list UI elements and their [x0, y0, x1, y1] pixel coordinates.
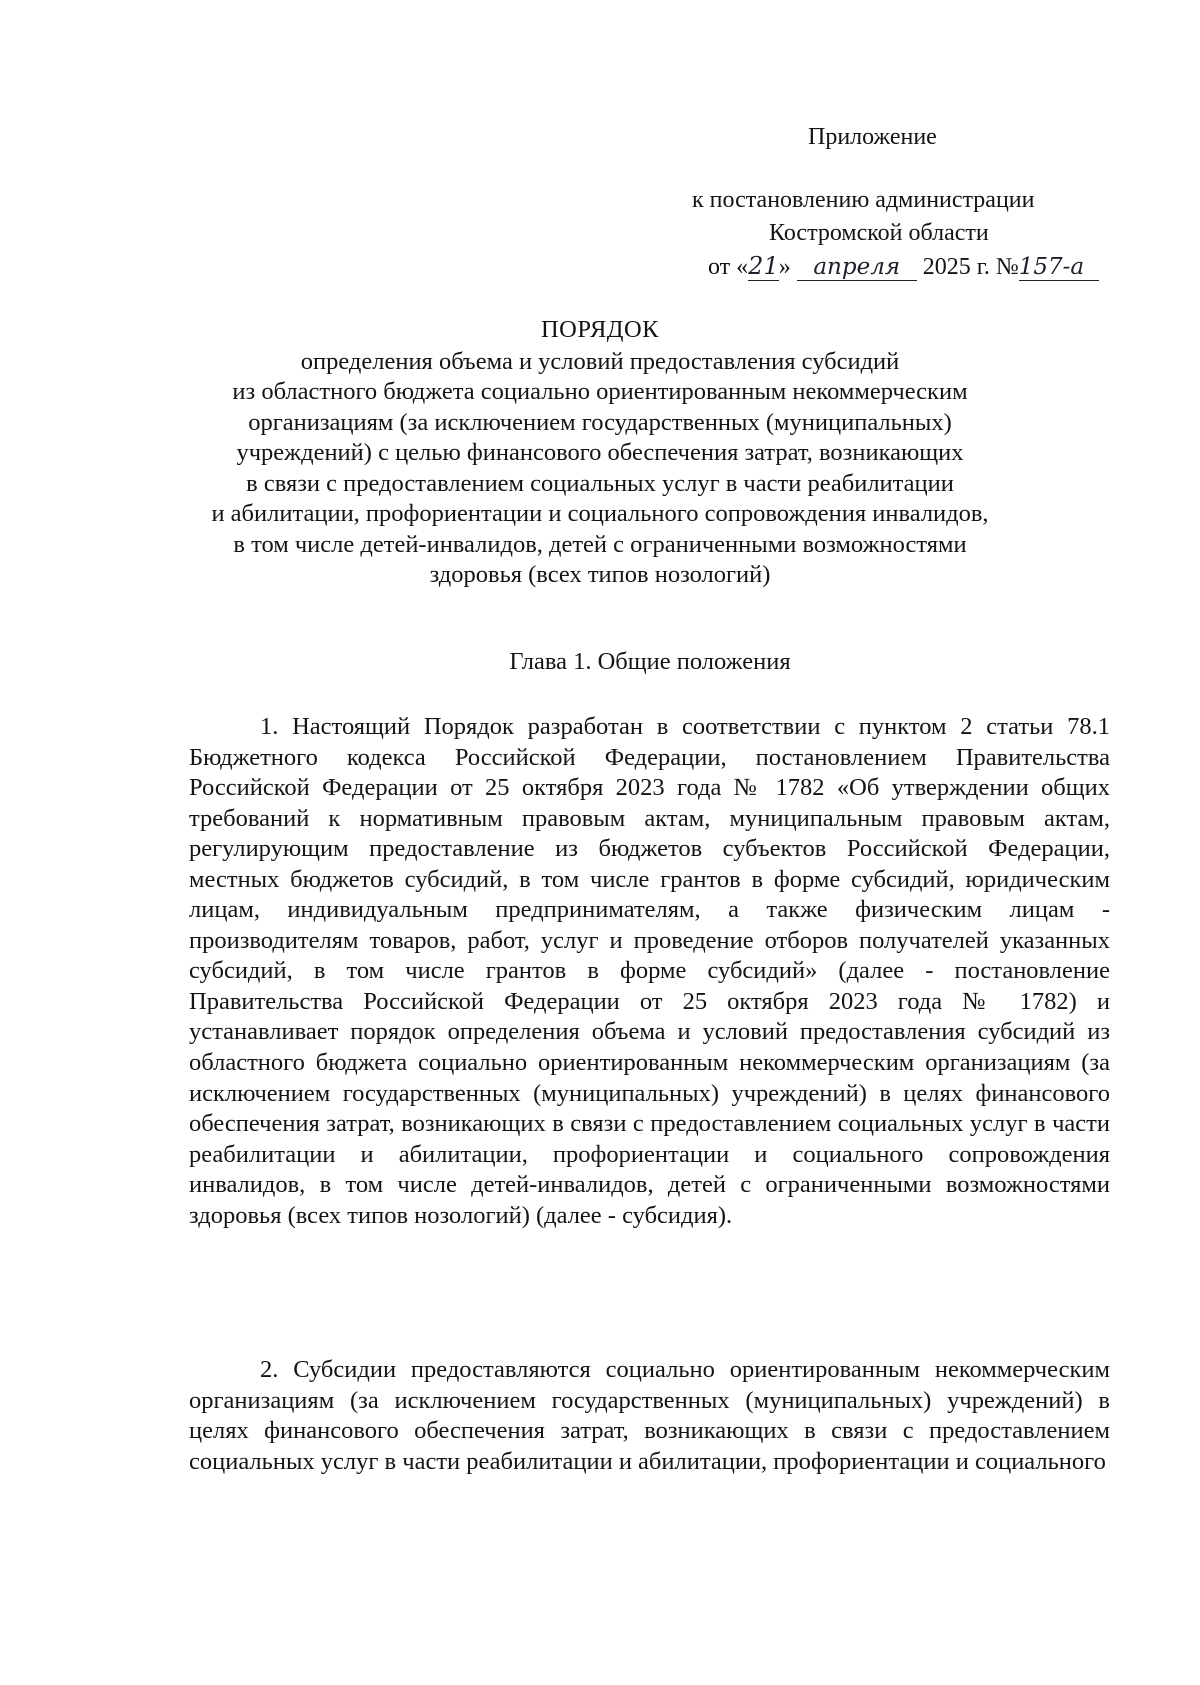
title-line: и абилитации, профориентации и социального сопровождения инвалидов,: [211, 500, 989, 527]
handwritten-number: 157-а: [1019, 254, 1099, 281]
title-line: определения объема и условий предоставления субсидий: [300, 347, 900, 375]
paragraph: 2. Субсидии предоставляются социально ориентированным некоммерческим организациям (за исключением государственных (муниципальных) учреждений) в целях финансового обеспечения затрат, возникающих в связи с предоставлением социальных услуг в части реабилитации и абилитации, профориентации и социального: [189, 1356, 1110, 1475]
appendix-line-2: Костромской области: [769, 220, 989, 246]
appendix-label: Приложение: [808, 124, 937, 150]
appendix-line-1: к постановлению администрации: [692, 187, 1035, 213]
date-prefix: от «: [708, 254, 749, 280]
handwritten-day: 21: [748, 252, 779, 280]
title-line: из областного бюджета социально ориентированным некоммерческим: [232, 378, 968, 405]
paragraph-2-block: [189, 1355, 1110, 1477]
title-line: здоровья (всех типов нозологий): [429, 561, 771, 588]
date-mid: »: [778, 254, 791, 280]
paragraph-1-block: [189, 712, 1110, 1231]
title-line: в связи с предоставлением социальных услуг в части реабилитации: [246, 469, 954, 497]
document-title: [150, 315, 1050, 591]
title-line: в том числе детей-инвалидов, детей с ограниченными возможностями: [233, 530, 967, 558]
title-main: ПОРЯДОК: [540, 316, 660, 343]
title-line: учреждений) с целью финансового обеспечения затрат, возникающих: [236, 439, 964, 466]
paragraph: 1. Настоящий Порядок разработан в соответствии с пунктом 2 статьи 78.1 Бюджетного кодекса Российской Федерации, постановлением Правительства Российской Федерации от 25 октября 2023 года № 1782 «Об утверждении общих требований к нормативным правовым актам, муниципальным правовым актам, регулирующим предоставление из бюджетов субъектов Российской Федерации, местных бюджетов субсидий, в том числе грантов в форме субсидий, юридическим лицам, индивидуальным предпринимателям, а также физическим лицам - производителям товаров, работ, услуг и проведение отборов получателей указанных субсидий, в том числе грантов в форме субсидий» (далее - постановление Правительства Российской Федерации от 25 октября 2023 года № 1782) и устанавливает порядок определения объема и условий предоставления субсидий из областного бюджета социально ориентированным некоммерческим организациям (за исключением государственных (муниципальных) учреждений) в целях финансового обеспечения затрат, возникающих в связи с предоставлением социальных услуг в части реабилитации и абилитации, профориентации и социального сопровождения инвалидов, в том числе детей-инвалидов, детей с ограниченными возможностями здоровья (всех типов нозологий) (далее - субсидия).: [189, 713, 1110, 1229]
handwritten-month: апреля: [797, 254, 917, 281]
year-and-number-label: 2025 г. №: [922, 254, 1019, 280]
resolution-date-line: [708, 252, 1099, 281]
chapter-heading: Глава 1. Общие положения: [509, 648, 791, 675]
title-line: организациям (за исключением государственных (муниципальных): [248, 408, 952, 436]
